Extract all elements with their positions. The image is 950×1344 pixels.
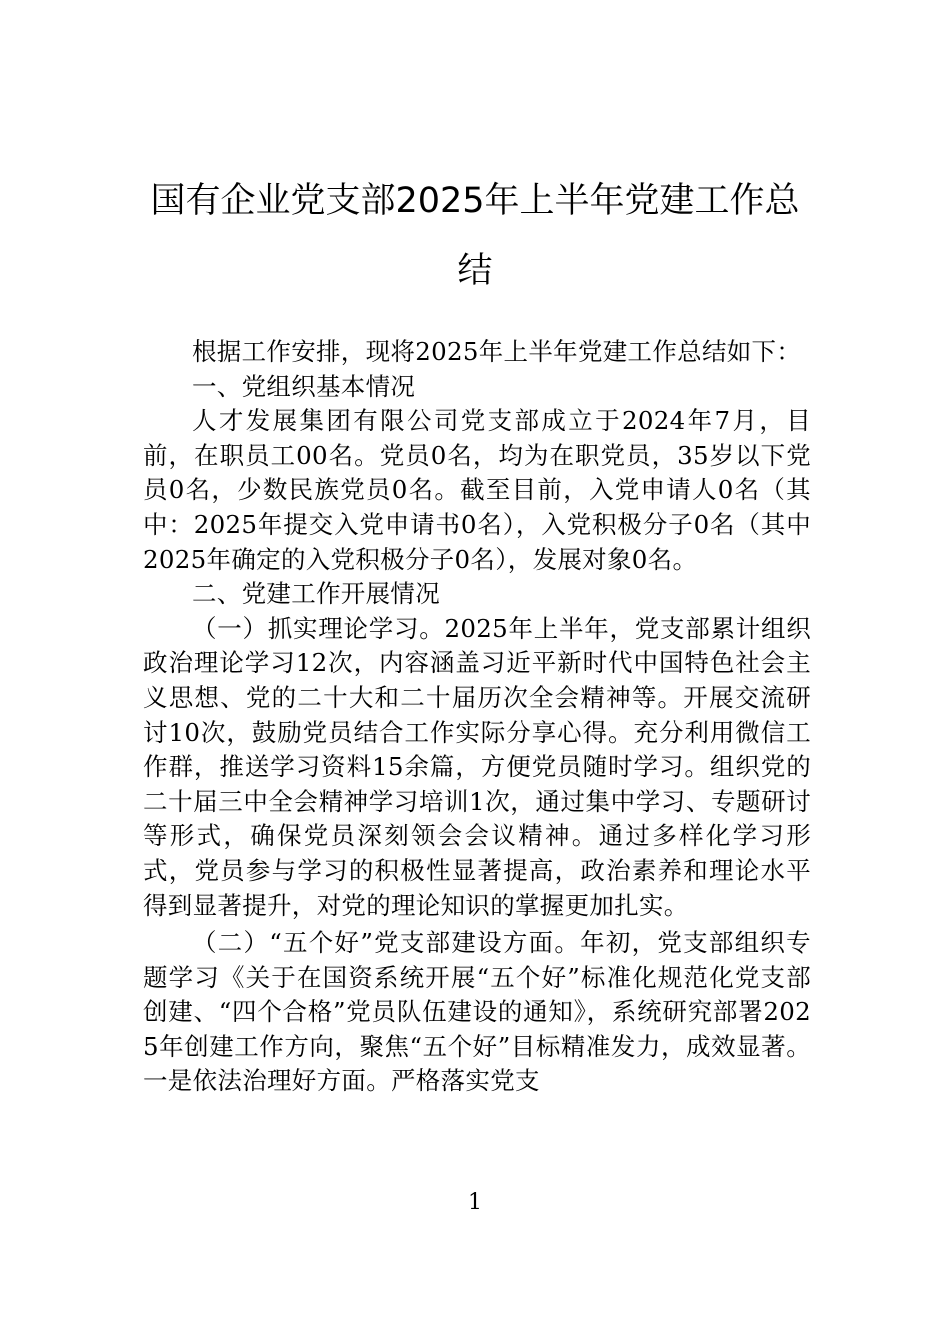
org-info-paragraph: 人才发展集团有限公司党支部成立于2024年7月，目前，在职员工00名。党员0名，均为在职党员，35岁以下党员0名，少数民族党员0名。截至目前，入党申请人0名（其中：2025年提交入党申请书0名），入党积极分子0名（其中2025年确定的入党积极分子0名），发展对象0名。 [143,406,811,574]
intro-paragraph: 根据工作安排，现将2025年上半年党建工作总结如下： [192,337,802,366]
document-body [143,335,811,1099]
five-good-paragraph: （二）“五个好”党支部建设方面。年初，党支部组织专题学习《关于在国资系统开展“五个好”标准化规范化党支部创建、“四个合格”党员队伍建设的通知》，系统研究部署2025年创建工作方向，聚焦“五个好”目标精准发力，成效显著。一是依法治理好方面。严格落实党支 [143,928,811,1096]
theory-study-paragraph: （一）抓实理论学习。2025年上半年，党支部累计组织政治理论学习12次，内容涵盖习近平新时代中国特色社会主义思想、党的二十大和二十届历次全会精神等。开展交流研讨10次，鼓励党员结合工作实际分享心得。充分利用微信工作群，推送学习资料15余篇，方便党员随时学习。组织党的二十届三中全会精神学习培训1次，通过集中学习、专题研讨等形式，确保党员深刻领会会议精神。通过多样化学习形式，党员参与学习的积极性显著提高，政治素养和理论水平得到显著提升，对党的理论知识的掌握更加扎实。 [143,613,811,920]
section-heading-1: 一、党组织基本情况 [192,371,416,401]
page-number: 1 [468,1190,482,1215]
document-title: 国有企业党支部2025年上半年党建工作总结 [150,181,800,291]
section-heading-2: 二、党建工作开展情况 [192,579,440,609]
